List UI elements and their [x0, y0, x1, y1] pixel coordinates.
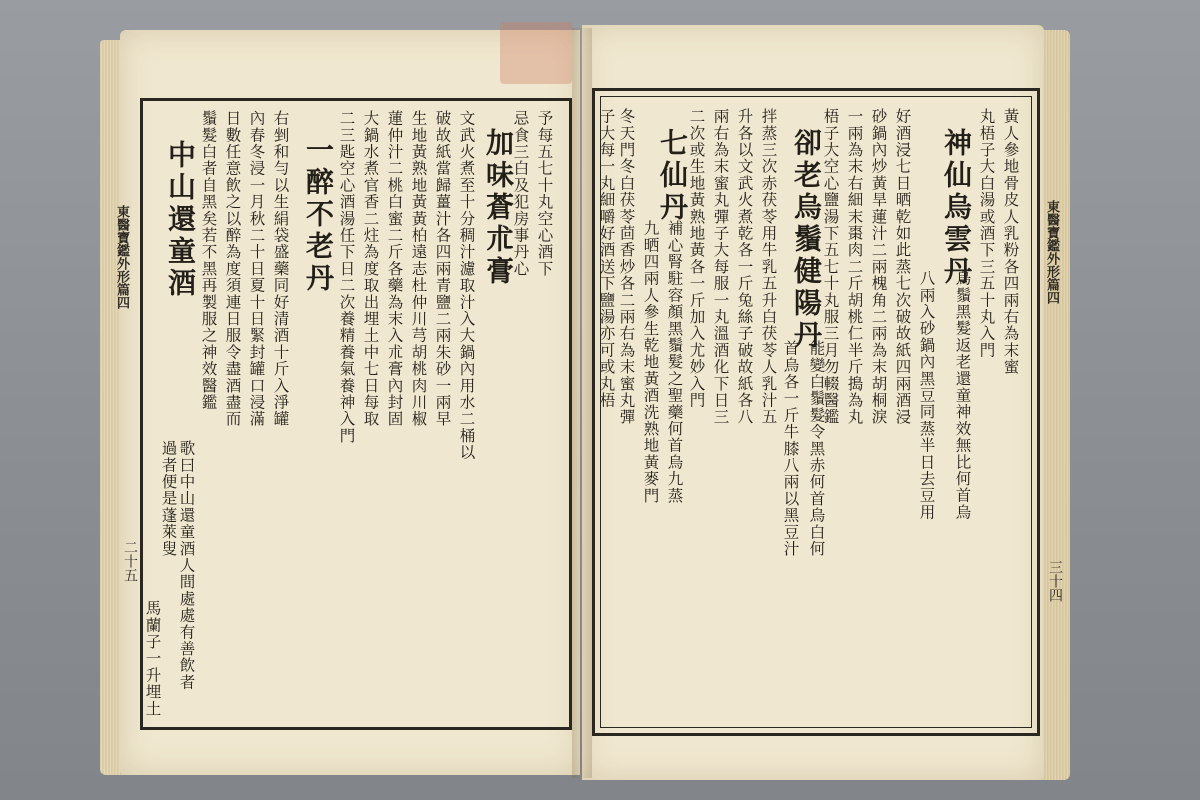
text-column: 子大每一丸細嚼好酒送下鹽湯亦可或丸梧: [597, 108, 616, 409]
text-column: 烏鬚黑髮返老還童神效無比何首烏: [953, 270, 972, 521]
text-column: 八兩入砂鍋內黑豆同蒸半日去豆用: [917, 270, 936, 521]
heading-column: 加味蒼朮膏: [482, 128, 515, 288]
text-column: 日數任意飲之以醉為度須連日服令盡酒盡而: [223, 110, 242, 428]
text-column: 歌曰中山還童酒人間處處有善飲者: [177, 440, 196, 691]
text-column: 一兩為末右細末棗肉二斤胡桃仁半斤搗為丸: [845, 108, 864, 426]
text-column: 九晒四兩人參生乾地黃酒洗熟地黃麥門: [641, 220, 660, 504]
text-column: 兩右為末蜜丸彈子大每服一丸溫酒化下日三: [711, 108, 730, 426]
text-column: 黃人參地骨皮人乳粉各四兩右為末蜜: [1001, 108, 1020, 376]
heading-column: 七仙丹: [656, 128, 689, 224]
text-column: 好酒浸七日晒乾如此蒸七次破故紙四兩酒浸: [893, 108, 912, 426]
text-column: 丸梧子大白湯或酒下三五十丸入門: [977, 108, 996, 359]
text-column: 破故紙當歸薑汁各四兩青鹽二兩朱砂一兩早: [433, 110, 452, 428]
text-column: 忌食三白及犯房事丹心: [511, 110, 530, 277]
text-column: 首烏各一斤牛膝八兩以黑豆汁: [781, 340, 800, 558]
text-column: 拌蒸三次赤茯苓用牛乳五升白茯苓人乳汁五: [759, 108, 778, 426]
left-page-number: 二十五: [122, 540, 138, 582]
right-page-number: 三十四: [1047, 560, 1063, 602]
heading-column: 中山還童酒: [164, 140, 197, 300]
text-column: 二次或生地黃熟地黃各一斤加入尤妙入門: [687, 108, 706, 409]
text-column: 冬天門冬白茯苓茴香炒各二兩右為末蜜丸彈: [617, 108, 636, 426]
text-column: 梧子大空心鹽湯下五七十丸服三月勿輟醫鑑: [821, 108, 840, 426]
text-column: 文武火煮至十分稠汁濾取汁入大鍋內用水二桶以: [457, 110, 476, 461]
heading-column: 神仙烏雲丹: [940, 128, 973, 288]
text-column: 砂鍋內炒黃旱蓮汁二兩槐角二兩為末胡桐淚: [869, 108, 888, 426]
text-column: 蓮仲汁二桃白蜜二斤各藥為末入朮膏內封固: [385, 110, 404, 428]
text-column: 二三匙空心酒湯任下日二次養精養氣養神入門: [337, 110, 356, 444]
text-column: 鬚髮白者自黑矣若不黑再製服之神效醫鑑: [199, 110, 218, 411]
text-column: 升各以文武火煮乾各一斤兔絲子破故紙各八: [735, 108, 754, 426]
library-seal-stamp: [500, 22, 572, 84]
book-gutter: [572, 28, 592, 778]
text-column: 生地黃熟地黃黃柏遠志杜仲川芎胡桃肉川椒: [409, 110, 428, 428]
text-column: 馬蘭子一升埋土: [143, 600, 162, 717]
text-column: 內春冬浸一月秋二十日夏十日緊封罐口浸滿: [247, 110, 266, 428]
heading-column: 卻老烏鬚健陽丹: [790, 128, 823, 352]
text-column: 右剉和勻以生絹袋盛藥同好清酒十斤入淨罐: [271, 110, 290, 428]
text-column: 能變白鬚髮令黑赤何首烏白何: [807, 340, 826, 558]
text-column: 大鍋水煮官香二炷為度取出埋土中七日每取: [361, 110, 380, 428]
heading-column: 一醉不老丹: [302, 135, 335, 295]
left-edge-title: 東醫寶鑑外形篇四: [114, 205, 129, 309]
text-column: 補心腎駐容顏黑鬚髮之聖藥何首烏九蒸: [665, 220, 684, 504]
text-column: 予每五七十丸空心酒下: [535, 110, 554, 277]
text-column: 過者便是蓬萊叟: [159, 440, 178, 557]
right-edge-title: 東醫寶鑑外形篇四: [1044, 200, 1059, 304]
